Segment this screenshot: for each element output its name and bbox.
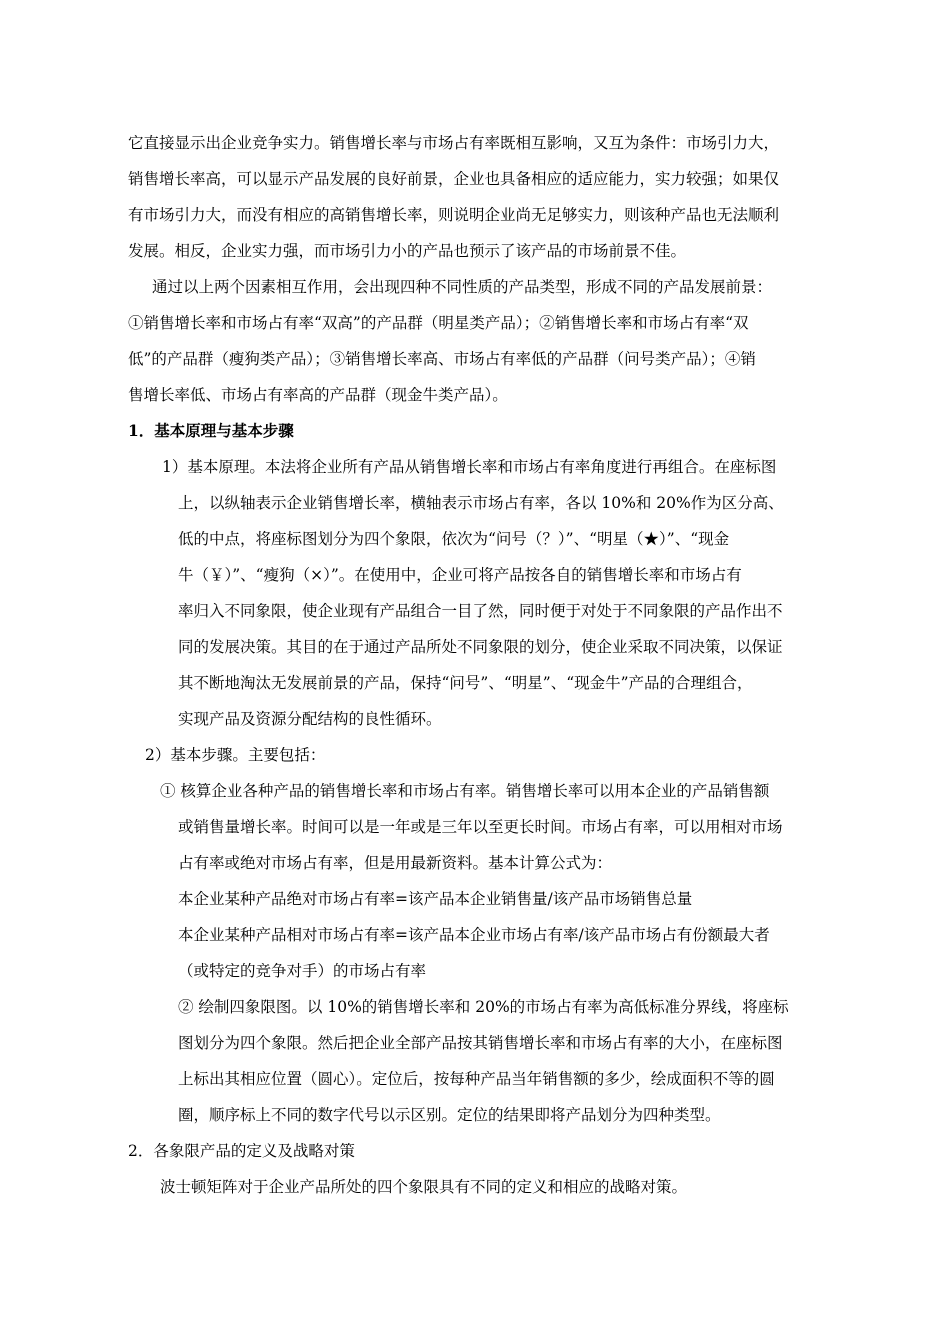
text-line: 销售增长率高，可以显示产品发展的良好前景，企业也具备相应的适应能力，实力较强；如果仅 [128,170,780,188]
text-line: 占有率或绝对市场占有率，但是用最新资料。基本计算公式为： [178,854,613,872]
text-line: 波士顿矩阵对于企业产品所处的四个象限具有不同的定义和相应的战略对策。 [160,1178,688,1196]
text-line: 率归入不同象限，使企业现有产品组合一目了然，同时便于对处于不同象限的产品作出不 [178,602,783,620]
text-line: 有市场引力大，而没有相应的高销售增长率，则说明企业尚无足够实力，则该种产品也无法顺利 [128,206,780,224]
text-line: 实现产品及资源分配结构的良性循环。 [178,710,442,728]
text-line: 圈，顺序标上不同的数字代号以示区别。定位的结果即将产品划分为四种类型。 [178,1106,721,1124]
formula-line: 本企业某种产品绝对市场占有率=该产品本企业销售量/该产品市场销售总量 [178,890,693,908]
formula-line: 本企业某种产品相对市场占有率=该产品本企业市场占有率/该产品市场占有份额最大者 [178,926,770,944]
text-line: ② 绘制四象限图。以 10%的销售增长率和 20%的市场占有率为高低标准分界线，将座标 [178,998,789,1016]
section-heading-2: 2．各象限产品的定义及战略对策 [128,1142,355,1160]
text-line: 或销售量增长率。时间可以是一年或是三年以至更长时间。市场占有率，可以用相对市场 [178,818,783,836]
text-line: ① 核算企业各种产品的销售增长率和市场占有率。销售增长率可以用本企业的产品销售额 [160,782,770,800]
text-line: 图划分为四个象限。然后把企业全部产品按其销售增长率和市场占有率的大小，在座标图 [178,1034,783,1052]
text-line: 上标出其相应位置（圆心）。定位后，按每种产品当年销售额的多少，绘成面积不等的圆 [178,1070,775,1088]
text-line: 低”的产品群（瘦狗类产品）；③销售增长率高、市场占有率低的产品群（问号类产品）；④销 [128,350,756,368]
text-line: 通过以上两个因素相互作用，会出现四种不同性质的产品类型，形成不同的产品发展前景： [152,278,773,296]
text-line: 它直接显示出企业竞争实力。销售增长率与市场占有率既相互影响，又互为条件：市场引力大， [128,134,780,152]
text-line: 其不断地淘汰无发展前景的产品，保持“问号”、“明星”、“现金牛”产品的合理组合， [178,674,753,692]
text-line: 牛（￥）”、“瘦狗（×）”。在使用中，企业可将产品按各自的销售增长率和市场占有 [178,566,742,584]
text-line: ①销售增长率和市场占有率“双高”的产品群（明星类产品）；②销售增长率和市场占有率“双 [128,314,749,332]
text-line: 2）基本步骤。主要包括： [145,746,326,764]
text-line: 低的中点，将座标图划分为四个象限，依次为“问号（？）”、“明星（★）”、“现金 [178,530,730,548]
section-heading-1: 1．基本原理与基本步骤 [128,421,294,440]
formula-line: （或特定的竞争对手）的市场占有率 [178,962,427,980]
text-line: 上，以纵轴表示企业销售增长率，横轴表示市场占有率，各以 10%和 20%作为区分高、 [178,494,784,512]
text-line: 同的发展决策。其目的在于通过产品所处不同象限的划分，使企业采取不同决策，以保证 [178,638,783,656]
text-line: 售增长率低、市场占有率高的产品群（现金牛类产品）。 [128,386,508,404]
text-line: 1）基本原理。本法将企业所有产品从销售增长率和市场占有率角度进行再组合。在座标图 [162,458,777,476]
text-line: 发展。相反，企业实力强，而市场引力小的产品也预示了该产品的市场前景不佳。 [128,242,687,260]
